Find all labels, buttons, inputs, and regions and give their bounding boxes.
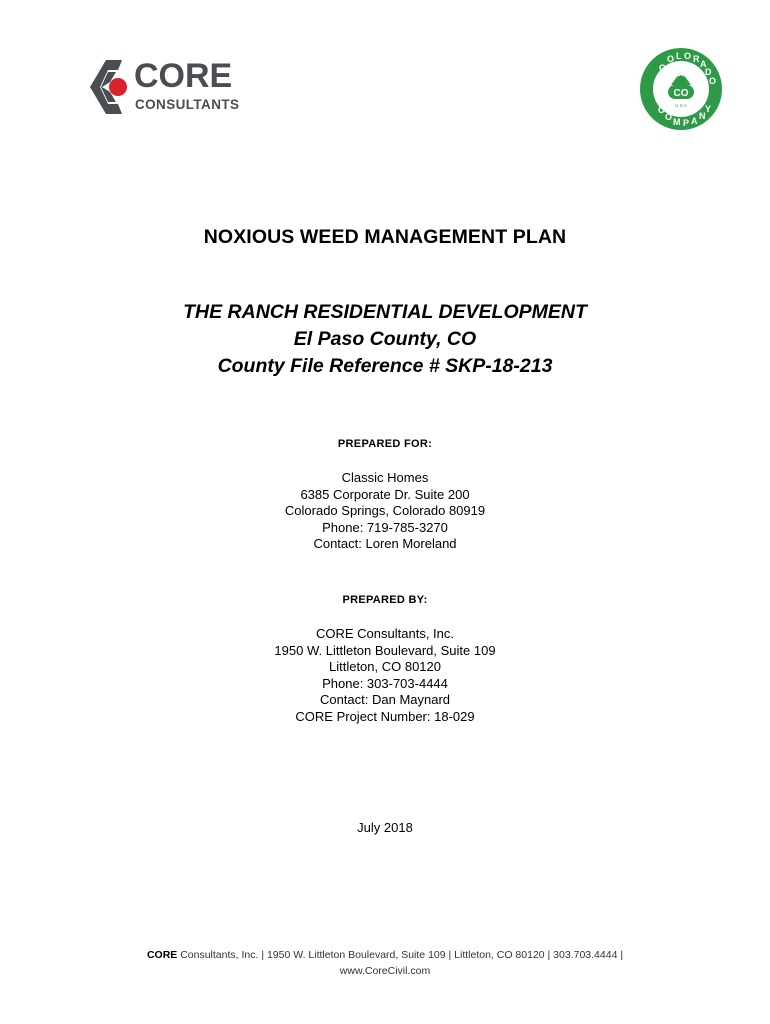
prepared-by-line: CORE Consultants, Inc.	[316, 626, 454, 641]
footer-address-line	[0, 947, 770, 963]
document-title: NOXIOUS WEED MANAGEMENT PLAN	[203, 226, 567, 248]
core-consultants-logo	[88, 56, 293, 118]
prepared-by-heading	[0, 594, 770, 606]
logo-core-text: CORE	[134, 57, 233, 95]
county-file-reference: County File Reference # SKP-18-213	[217, 355, 553, 377]
seal-center-text: CO	[673, 88, 689, 99]
project-name: THE RANCH RESIDENTIAL DEVELOPMENT	[183, 301, 587, 323]
seal-country-text: U S A	[675, 103, 687, 108]
document-date: July 2018	[357, 820, 413, 835]
prepared-for-heading-text: PREPARED FOR:	[337, 438, 433, 450]
project-location: El Paso County, CO	[293, 328, 477, 350]
prepared-for-line: Phone: 719-785-3270	[322, 519, 448, 535]
footer-website-link[interactable]: www.CoreCivil.com	[339, 965, 431, 977]
prepared-for-line: 6385 Corporate Dr. Suite 200	[300, 486, 470, 502]
logo-tagline: CONSULTANTS	[135, 97, 240, 112]
prepared-for-line: Classic Homes	[341, 470, 429, 485]
footer-address: Consultants, Inc. | 1950 W. Littleton Boulevard, Suite 109 | Littleton, CO 80120 | 303.703.4444 |	[177, 949, 624, 961]
prepared-by-line: Contact: Dan Maynard	[319, 692, 451, 707]
prepared-by-line: Littleton, CO 80120	[328, 659, 442, 674]
colorado-company-seal	[639, 47, 723, 131]
prepared-for-section	[0, 438, 770, 553]
svg-text:COLORADO COMPANY: CO L O RA D O COM P A NY	[658, 51, 717, 128]
prepared-for-line: Colorado Springs, Colorado 80919	[284, 503, 486, 518]
prepared-for-line: Contact: Loren Moreland	[313, 536, 457, 551]
subtitle-block	[0, 299, 770, 380]
prepared-by-line: Phone: 303-703-4444	[322, 675, 448, 691]
prepared-by-heading-text: PREPARED BY:	[342, 594, 428, 606]
prepared-by-line: CORE Project Number: 18-029	[295, 708, 475, 724]
prepared-by-line: 1950 W. Littleton Boulevard, Suite 109	[274, 642, 496, 658]
prepared-for-heading	[0, 438, 770, 450]
page-footer	[0, 947, 770, 979]
prepared-by-section	[0, 594, 770, 725]
footer-brand: CORE	[146, 949, 178, 961]
